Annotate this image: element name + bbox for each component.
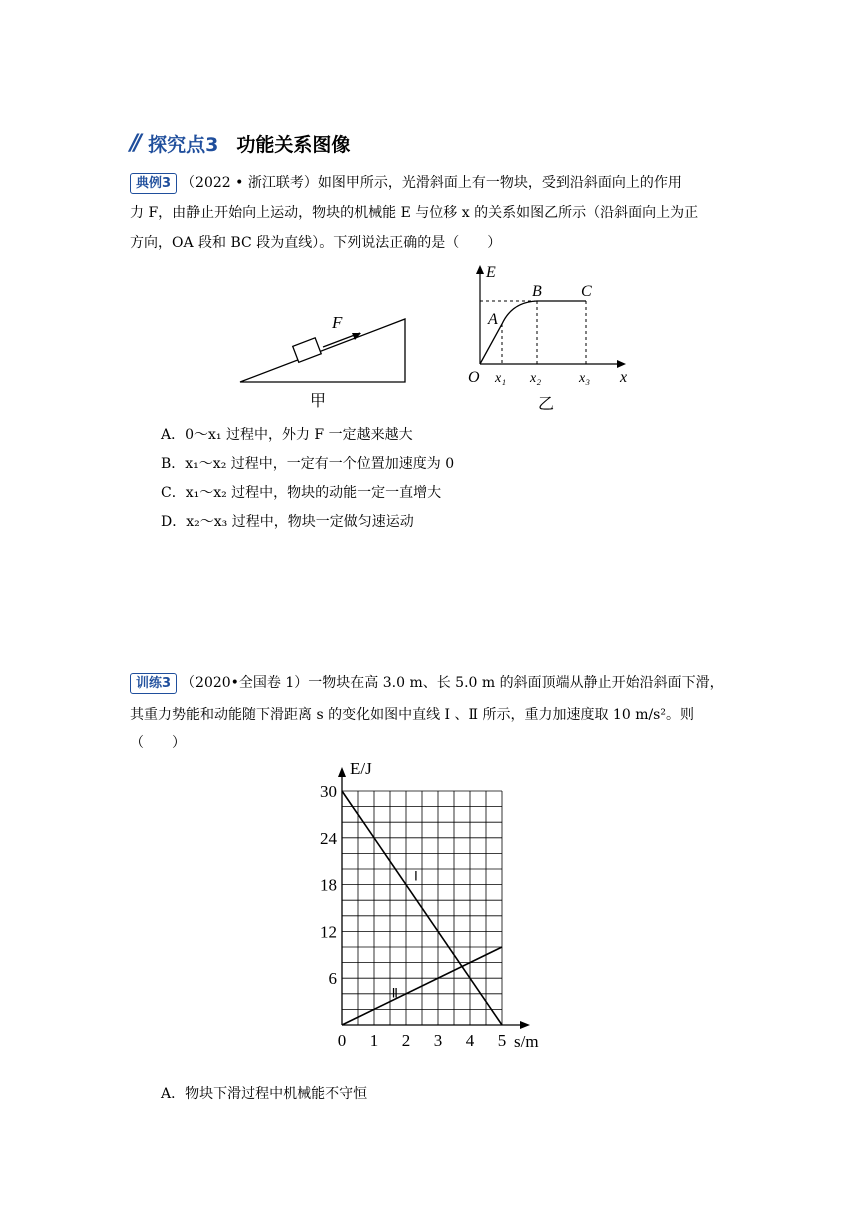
incline-triangle — [240, 319, 405, 382]
x-axis-arrow — [617, 360, 626, 368]
example3-line3: 方向，OA 段和 BC 段为直线）。下列说法正确的是（ ） — [130, 235, 502, 251]
section-title — [130, 128, 350, 158]
fig-yi-tick-x2: x₂ — [530, 371, 542, 386]
force-label: F — [332, 313, 343, 332]
figure-energy-graph — [460, 262, 640, 417]
x-axis-arrow — [520, 1021, 530, 1029]
y-tick-label: 12 — [320, 922, 337, 942]
example3-text1: （2022 • 浙江联考）如图甲所示，光滑斜面上有一物块，受到沿斜面向上的作用 — [181, 175, 682, 191]
training3-line3: （ ） — [130, 735, 186, 751]
x-axis-label: s/m — [514, 1032, 539, 1051]
x-tick-label: 5 — [497, 1031, 507, 1050]
fig-yi-tick-x1: x₁ — [495, 371, 507, 386]
double-slash-icon: // — [130, 130, 139, 156]
fig-yi-point-b: B — [532, 283, 542, 300]
example3-tag: 典例3 — [130, 173, 177, 194]
fig-yi-tick-x3: x₃ — [579, 371, 591, 386]
example3-line1 — [130, 168, 730, 198]
example3-option-b: B．x₁～x₂ 过程中，一定有一个位置加速度为 0 — [161, 456, 455, 472]
example3-option-a: A．0～x₁ 过程中，外力 F 一定越来越大 — [161, 427, 413, 443]
figure-incline — [230, 300, 420, 415]
x-tick-label: 2 — [401, 1031, 411, 1050]
fig-yi-x-label: x — [620, 369, 628, 386]
fig-jia-caption: 甲 — [310, 393, 327, 410]
y-axis-arrow — [476, 265, 484, 274]
section-title-main: 探究点3 — [148, 133, 219, 156]
fig-yi-point-a: A — [488, 311, 498, 328]
series-label-2: Ⅱ — [391, 985, 399, 1001]
series-label-1: Ⅰ — [414, 868, 418, 884]
y-tick-label: 6 — [328, 969, 337, 989]
block — [293, 338, 321, 362]
fig-yi-point-c: C — [581, 283, 592, 300]
y-tick-label: 18 — [320, 875, 337, 895]
section-title-subtitle: 功能关系图像 — [236, 133, 351, 156]
fig-yi-y-label: E — [486, 264, 496, 281]
chart-labels — [320, 760, 539, 1051]
x-tick-label: 0 — [337, 1031, 347, 1050]
training3-line2: 其重力势能和动能随下滑距离 s 的变化如图中直线 Ⅰ 、Ⅱ 所示，重力加速度取 10 m/s²。则 — [130, 707, 694, 723]
x-tick-label: 4 — [465, 1031, 475, 1050]
x-tick-label: 3 — [433, 1031, 443, 1050]
y-axis-label: E/J — [350, 760, 372, 778]
y-axis-arrow — [338, 767, 346, 777]
energy-distance-chart — [300, 760, 550, 1060]
training3-tag: 训练3 — [130, 673, 177, 694]
training3-line1 — [130, 668, 730, 698]
y-tick-label: 24 — [320, 828, 337, 848]
training3-text1: （2020•全国卷 1）一物块在高 3.0 m、长 5.0 m 的斜面顶端从静止开始沿斜面下滑， — [181, 675, 724, 691]
fig-yi-caption: 乙 — [538, 396, 555, 413]
y-tick-label: 30 — [320, 782, 337, 801]
x-tick-label: 1 — [369, 1031, 379, 1050]
fig-yi-origin: O — [468, 369, 480, 386]
example3-option-d: D．x₂～x₃ 过程中，物块一定做匀速运动 — [161, 514, 414, 530]
training3-option-a: A．物块下滑过程中机械能不守恒 — [161, 1086, 368, 1102]
example3-option-c: C．x₁～x₂ 过程中，物块的动能一定一直增大 — [161, 485, 442, 501]
example3-line2: 力 F，由静止开始向上运动，物块的机械能 E 与位移 x 的关系如图乙所示（沿斜面向上为正 — [130, 205, 699, 221]
